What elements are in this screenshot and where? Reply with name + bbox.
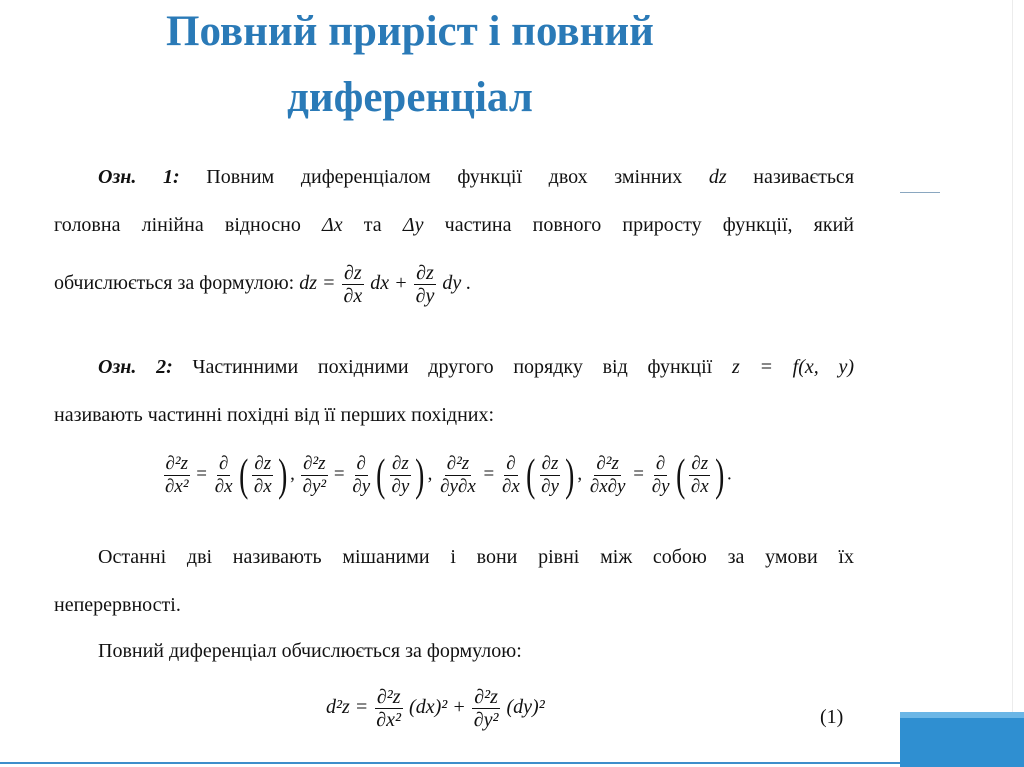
fraction-d2z-dx2-full: $\frac{\text{∂²z}}{\text{∂x²}}$ — [376, 686, 402, 731]
dz-term-1: dx + — [370, 272, 408, 295]
def1-delta-x: Δx — [322, 214, 343, 236]
fraction-d2z-dy2-full: $\frac{\text{∂²z}}{\text{∂y²}}$ — [473, 686, 499, 731]
second-derivatives-formula: $\frac{\text{∂²z}}{\text{∂x²}}$ = $\frac{\partial}{\partial x}$ ( $\frac{\partial z}{\partial x}$ ) , $\frac{\text{∂²z}}{\text{∂y²}}$ = $\frac{\partial}{\partial y}$ ( $\frac{\partial z}{\partial y}$ ) , $\frac{\text{∂²z}}{\partial y\partial x}$ = $\frac{\partial}{\partial x}$ ( $\frac{\partial z}{\partial y}$ ) , $\frac{\text{∂²z}}{\partial x\partial y}$ = $\frac{\partial}{\partial y}$ ( $\frac{\partial z}{\partial x}$ ) . — [165, 449, 732, 500]
corner-accent-block — [900, 712, 1024, 767]
second-differential-formula — [326, 686, 545, 731]
d2z-term-2: (dy)² — [506, 696, 545, 719]
def1-delta-y: Δy — [402, 214, 424, 236]
d2z-term-1: (dx)² + — [409, 696, 466, 719]
def1-line-1 — [98, 166, 854, 188]
dz-term-2: dy . — [442, 272, 472, 295]
def1-text-3: обчислюється за формулою: — [54, 272, 295, 295]
title-line-1: Повний приріст і повний — [166, 8, 654, 55]
fraction-d2z-dx2: $\frac{\text{∂²z}}{\text{∂x²}}$ — [165, 452, 189, 497]
def2-line-1 — [98, 356, 854, 378]
fraction-d2z-dxdy: $\frac{\text{∂²z}}{\partial x\partial y}$ — [589, 452, 626, 497]
fraction-d2z-dydx: $\frac{\text{∂²z}}{\partial y\partial x}$ — [440, 452, 476, 497]
mixed-line-2: неперервності. — [54, 594, 181, 616]
fraction-d2z-dy2: $\frac{\text{∂²z}}{\text{∂y²}}$ — [302, 452, 327, 497]
def1-text-2a: головна лінійна відносно — [54, 214, 301, 236]
def1-text-1-end: називається — [753, 166, 855, 188]
fraction-dz-dx: $\frac{\partial z}{\partial x}$ — [343, 262, 363, 307]
fraction-dz-dy: $\frac{\partial z}{\partial y}$ — [415, 262, 435, 307]
def1-symbol-dz: dz — [708, 166, 727, 188]
decorative-rule — [900, 192, 940, 193]
def2-line-2: називають частинні похідні від її перших похідних: — [54, 404, 495, 426]
dz-lhs: dz = — [299, 272, 336, 295]
full-diff-text: Повний диференціал обчислюється за формулою: — [98, 640, 522, 662]
title-line-2: диференціал — [287, 74, 533, 121]
def2-function: z = f(x, y) — [731, 356, 855, 378]
def1-label: Озн. 1: — [98, 166, 180, 188]
formula-number: (1) — [820, 706, 844, 728]
def1-text-2b: частина повного приросту функції, який — [444, 214, 854, 236]
def2-text-1: Частинними похідними другого порядку від функції — [192, 356, 713, 378]
def1-line-3 — [54, 262, 471, 307]
def2-label: Озн. 2: — [98, 356, 173, 378]
d2z-lhs: d²z = — [326, 696, 369, 719]
mixed-line-1: Останні дві називають мішаними і вони рівні між собою за умови їх — [98, 546, 854, 568]
def1-line-2 — [54, 214, 854, 236]
def1-and: та — [363, 214, 382, 236]
bottom-accent-line — [0, 762, 900, 764]
def1-text-1: Повним диференціалом функції двох змінних — [206, 166, 683, 188]
